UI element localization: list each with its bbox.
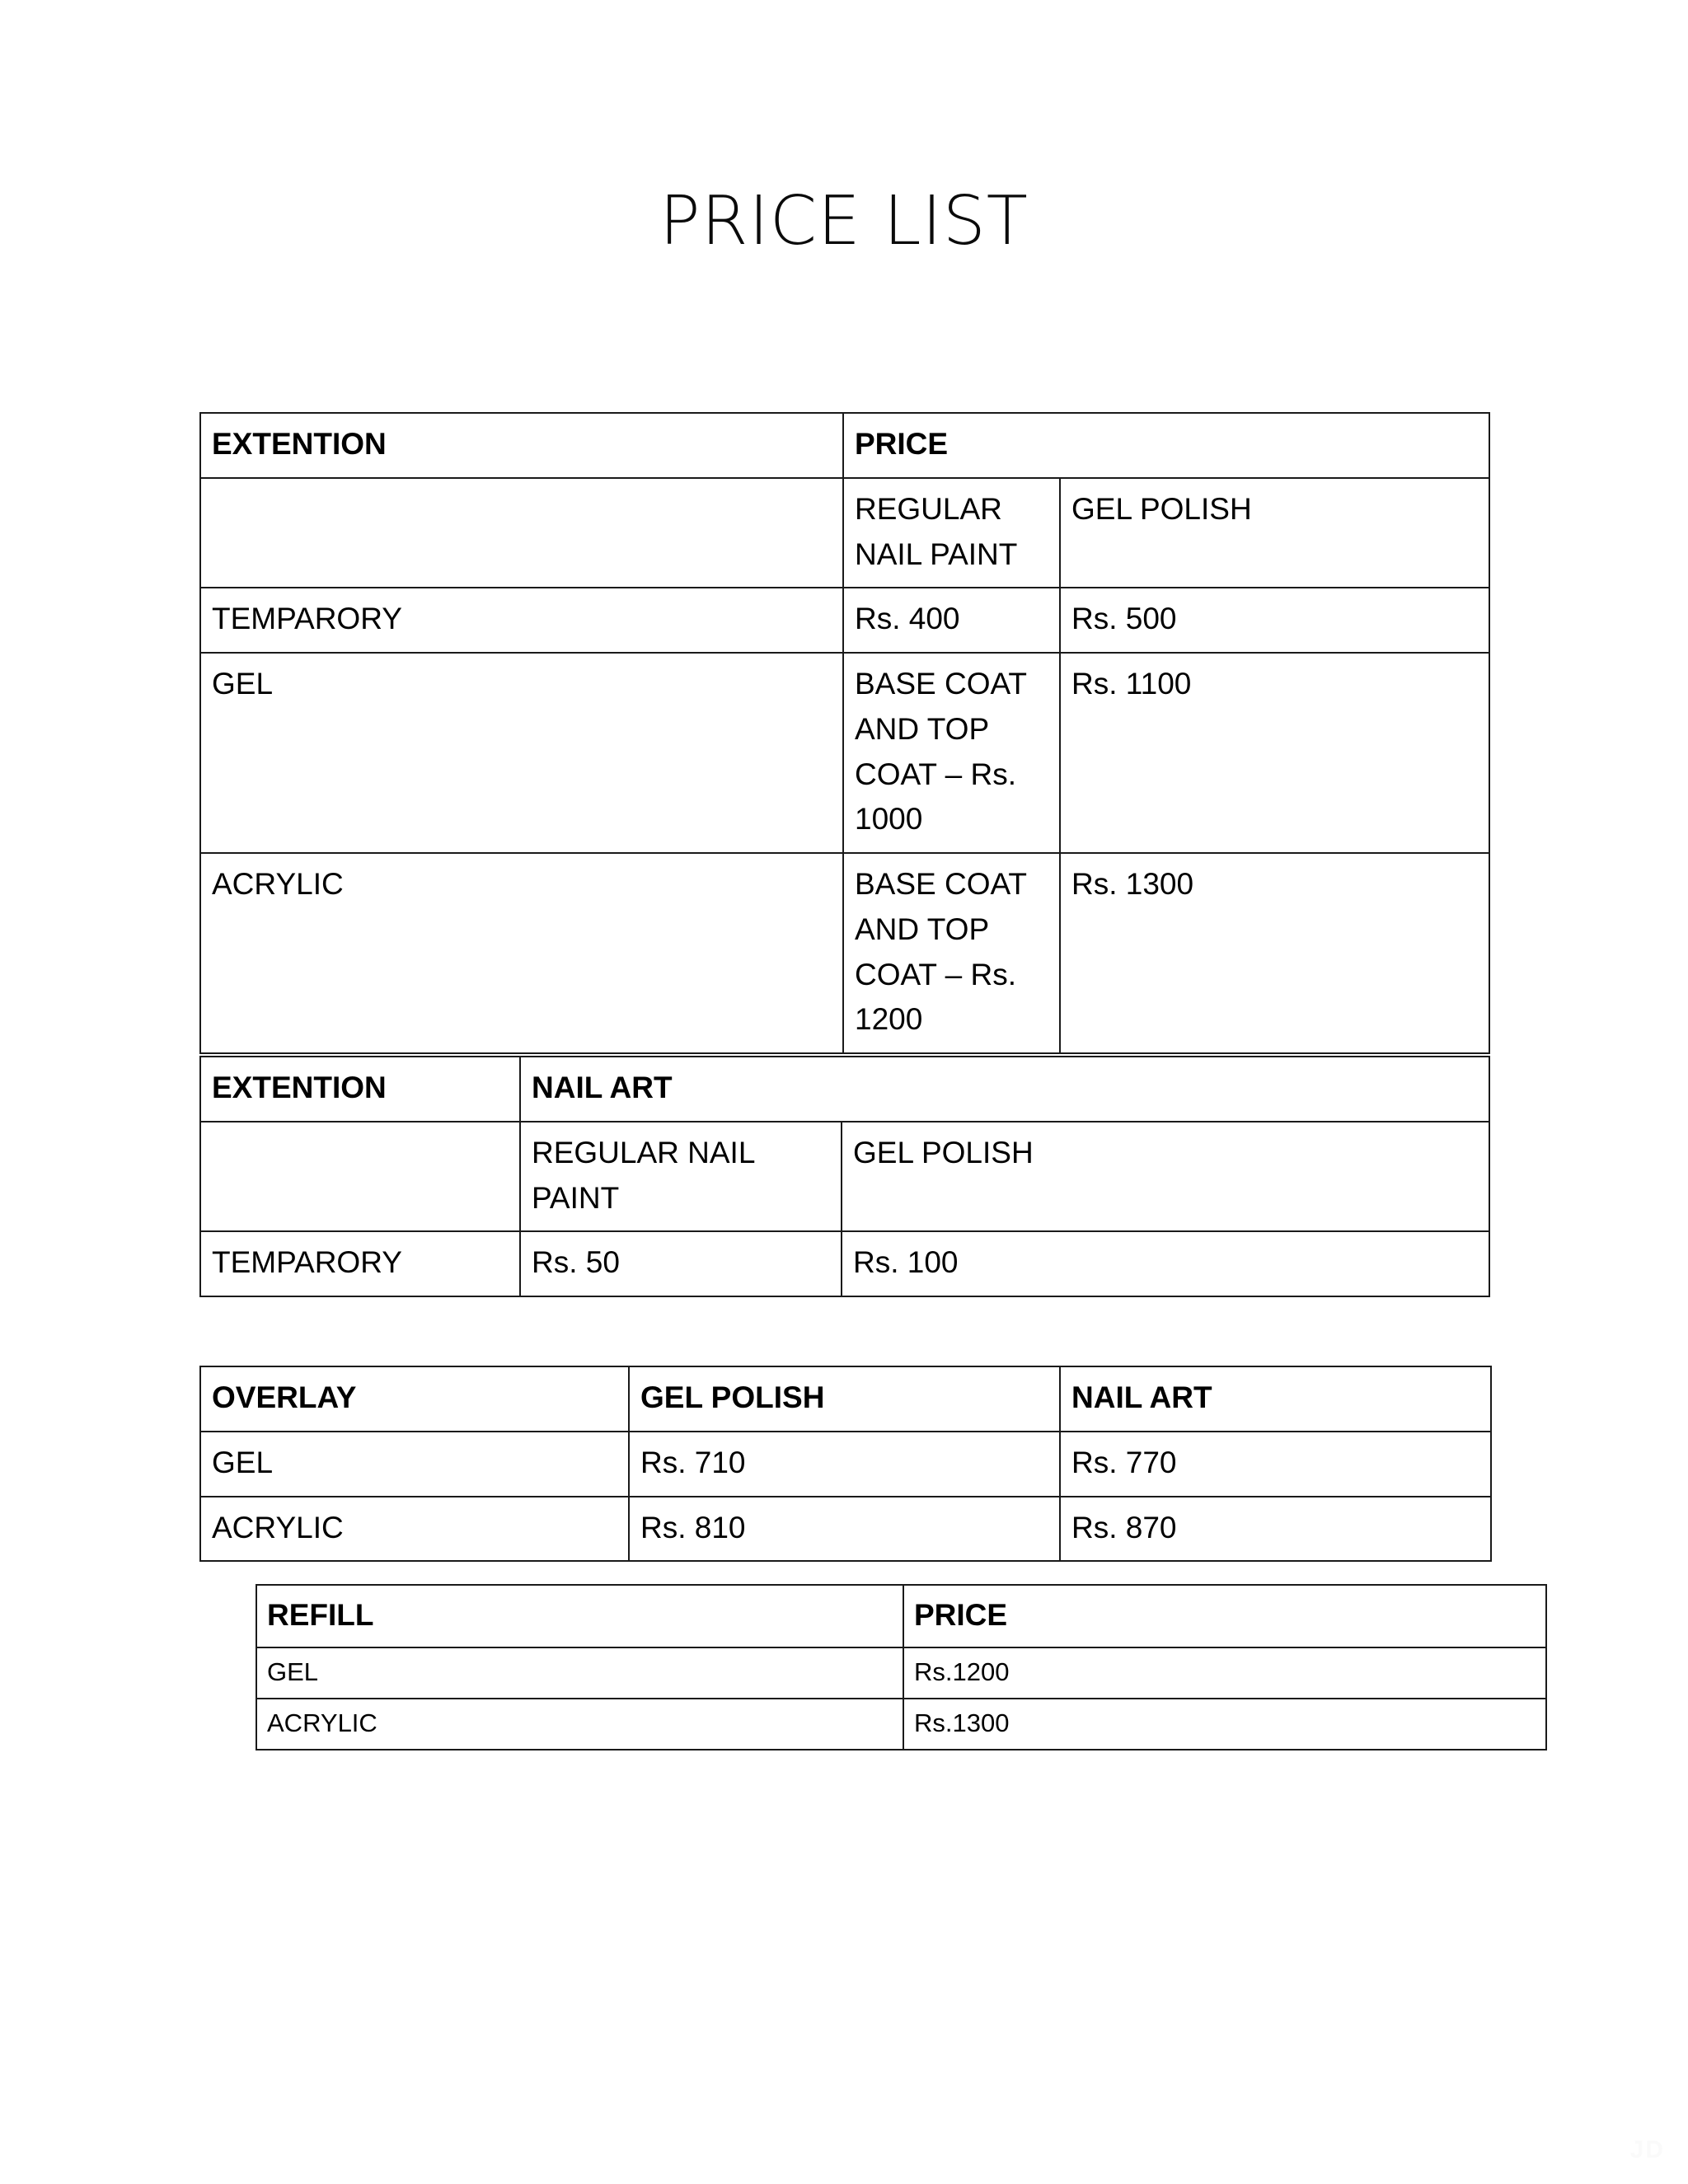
cell-regular-nail-paint-price: BASE COAT AND TOP COAT – Rs. 1200 <box>843 853 1060 1053</box>
cell-service-name: GEL <box>200 1432 629 1497</box>
table-row <box>256 1585 1546 1647</box>
table-row <box>200 413 1489 478</box>
cell-gel-polish-price: Rs. 810 <box>629 1497 1060 1562</box>
header-cell-overlay: OVERLAY <box>200 1366 629 1432</box>
subheader-cell-gel-polish: GEL POLISH <box>842 1122 1489 1232</box>
table-row <box>200 1497 1491 1562</box>
cell-service-name: GEL <box>200 653 843 853</box>
table-row <box>200 1432 1491 1497</box>
cell-service-name: ACRYLIC <box>200 1497 629 1562</box>
cell-gel-polish-price: Rs. 1100 <box>1060 653 1489 853</box>
cell-service-name: TEMPARORY <box>200 1231 520 1296</box>
refill-table <box>256 1584 1547 1750</box>
cell-service-name: ACRYLIC <box>200 853 843 1053</box>
subheader-cell-gel-polish: GEL POLISH <box>1060 478 1489 588</box>
subheader-cell-regular-nail-paint: REGULAR NAIL PAINT <box>520 1122 842 1232</box>
table-row <box>200 1231 1489 1296</box>
subheader-cell-regular-nail-paint: REGULAR NAIL PAINT <box>843 478 1060 588</box>
table-row <box>256 1699 1546 1750</box>
cell-gel-polish-price: Rs. 710 <box>629 1432 1060 1497</box>
cell-price: Rs.1300 <box>903 1699 1546 1750</box>
cell-gel-polish-price: Rs. 100 <box>842 1231 1489 1296</box>
cell-price: Rs.1200 <box>903 1647 1546 1699</box>
cell-service-name: GEL <box>256 1647 903 1699</box>
table-row <box>200 1057 1489 1122</box>
cell-gel-polish-price: Rs. 1300 <box>1060 853 1489 1053</box>
header-cell-gel-polish: GEL POLISH <box>629 1366 1060 1432</box>
table-row <box>200 478 1489 588</box>
extention-nailart-table <box>199 1056 1490 1297</box>
cell-service-name: ACRYLIC <box>256 1699 903 1750</box>
corner-watermark: JD <box>1629 2136 1665 2163</box>
cell-gel-polish-price: Rs. 500 <box>1060 588 1489 653</box>
subheader-cell-blank <box>200 1122 520 1232</box>
cell-regular-nail-paint-price: BASE COAT AND TOP COAT – Rs. 1000 <box>843 653 1060 853</box>
subheader-cell-blank <box>200 478 843 588</box>
header-cell-nail-art: NAIL ART <box>520 1057 1489 1122</box>
cell-regular-nail-paint-price: Rs. 400 <box>843 588 1060 653</box>
header-cell-price: PRICE <box>843 413 1489 478</box>
cell-nail-art-price: Rs. 870 <box>1060 1497 1491 1562</box>
table-row <box>200 588 1489 653</box>
table-row <box>200 653 1489 853</box>
table-row <box>200 1122 1489 1232</box>
table-row <box>200 1366 1491 1432</box>
cell-service-name: TEMPARORY <box>200 588 843 653</box>
table-row <box>256 1647 1546 1699</box>
header-cell-refill: REFILL <box>256 1585 903 1647</box>
header-cell-extention: EXTENTION <box>200 1057 520 1122</box>
cell-regular-nail-paint-price: Rs. 50 <box>520 1231 842 1296</box>
header-cell-price: PRICE <box>903 1585 1546 1647</box>
extention-price-table <box>199 412 1490 1054</box>
page-title: PRICE LIST <box>659 182 1029 260</box>
cell-nail-art-price: Rs. 770 <box>1060 1432 1491 1497</box>
header-cell-extention: EXTENTION <box>200 413 843 478</box>
header-cell-nail-art: NAIL ART <box>1060 1366 1491 1432</box>
overlay-table <box>199 1366 1492 1562</box>
table-row <box>200 853 1489 1053</box>
